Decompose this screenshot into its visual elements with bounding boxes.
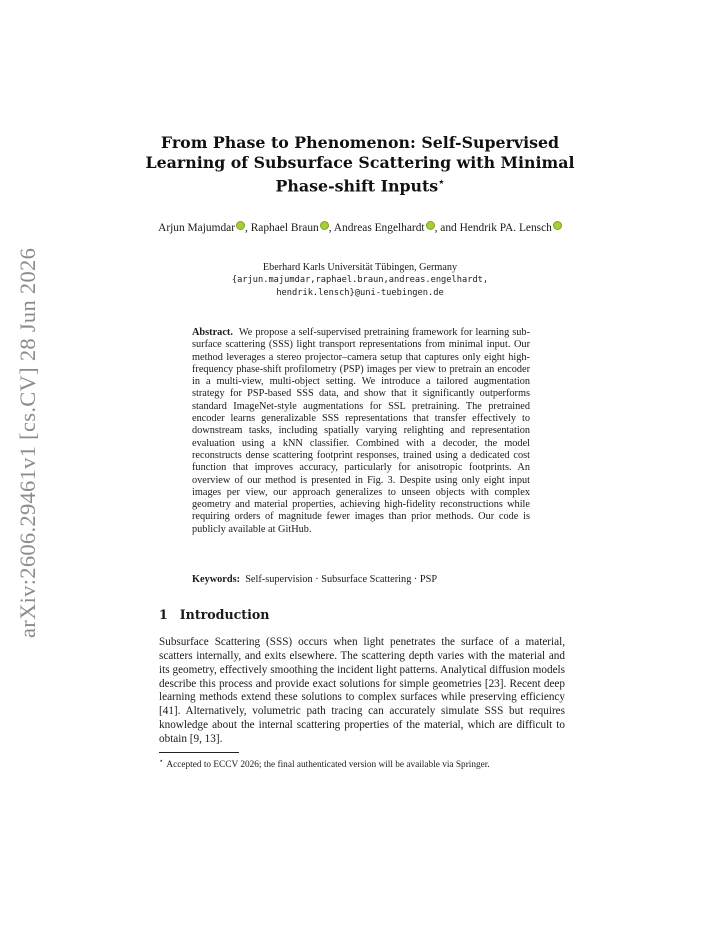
orcid-icon[interactable] xyxy=(426,221,435,230)
affiliation-block xyxy=(160,261,560,300)
paper-title xyxy=(140,133,580,196)
title-footnote-mark: ⋆ xyxy=(438,177,445,188)
footnote-mark: ⋆ xyxy=(159,757,164,765)
section-title: Introduction xyxy=(179,607,270,622)
section-body-paragraph: Subsurface Scattering (SSS) occurs when light penetrates the surface of a material, scatters internally, and exits elsewhere. The scattering depth varies with the material and its geometry, effectively smoothing the incident light patterns. Analytical diffusion models describe this process and provide exact solutions for simple geometries [23]. Recent deep learning methods extend these solutions to complex surfaces while preserving efficiency [41]. Alternatively, volumetric path tracing can accurately simulate SSS but requires knowledge about the internal scattering properties of the material, which are difficult to obtain [9, 13]. xyxy=(159,636,565,745)
keywords xyxy=(192,574,530,586)
arxiv-identifier-stamp: arXiv:2606.29461v1 [cs.CV] 28 Jun 2026 xyxy=(15,247,40,638)
author-name: Arjun Majumdar xyxy=(158,222,235,234)
orcid-icon[interactable] xyxy=(320,221,329,230)
orcid-icon[interactable] xyxy=(553,221,562,230)
abstract-label: Abstract. xyxy=(192,327,233,338)
keywords-label: Keywords: xyxy=(192,574,241,585)
keywords-text: Self-supervision · Subsurface Scattering · PSP xyxy=(245,574,438,585)
abstract xyxy=(192,327,530,536)
orcid-icon[interactable] xyxy=(236,221,245,230)
paper-title-text: From Phase to Phenomenon: Self-Supervised Learning of Subsurface Scattering with Minimal Phase-shift Inputs xyxy=(145,133,575,196)
author-separator: , and xyxy=(434,222,460,234)
section-number: 1 xyxy=(159,607,168,622)
author-list xyxy=(155,221,565,236)
author-name: Andreas Engelhardt xyxy=(333,222,425,234)
affiliation: Eberhard Karls Universität Tübingen, Germany xyxy=(262,262,458,273)
author-emails-line-1: {arjun.majumdar,raphael.braun,andreas.engelhardt, xyxy=(231,275,489,285)
section-heading xyxy=(159,607,269,623)
author-separator: , xyxy=(245,222,251,234)
author-separator: , xyxy=(328,222,334,234)
footnote xyxy=(159,756,565,772)
author-emails-line-2: hendrik.lensch}@uni-tuebingen.de xyxy=(276,288,444,298)
author-name: Hendrik PA. Lensch xyxy=(459,222,552,234)
abstract-text: We propose a self-supervised pretraining framework for learning sub-surface scattering (SSS) light transport representations from minimal input. Our method leverages a stereo projector–camera setup that captures only eight high-frequency phase-shift profilometry (PSP) images per view to pretrain an encoder in a multi-view, multi-object setting. We introduce a tailored augmentation strategy for PSP-based SSS data, and show that it significantly outperforms standard ImageNet-style augmentations for SSL pretraining. The pretrained encoder learns generalizable SSS representations that transfer effectively to downstream tasks, including spatially varying relighting and representation evaluation using a kNN classifier. Combined with a decoder, the model reconstructs dense scattering footprint responses, trained using a dedicated cost function that improves accuracy, particularly for anisotropic footprints. An overview of our method is presented in Fig. 3. Despite using only eight input images per view, our approach generalizes to unseen objects with complex geometry and material properties, achieving high-fidelity reconstructions while requiring orders of magnitude fewer images than prior methods. Our code is publicly available at GitHub. xyxy=(192,327,530,535)
footnote-divider xyxy=(159,752,239,753)
footnote-text: Accepted to ECCV 2026; the final authenticated version will be available via Springer. xyxy=(166,760,490,771)
author-name: Raphael Braun xyxy=(250,222,319,234)
